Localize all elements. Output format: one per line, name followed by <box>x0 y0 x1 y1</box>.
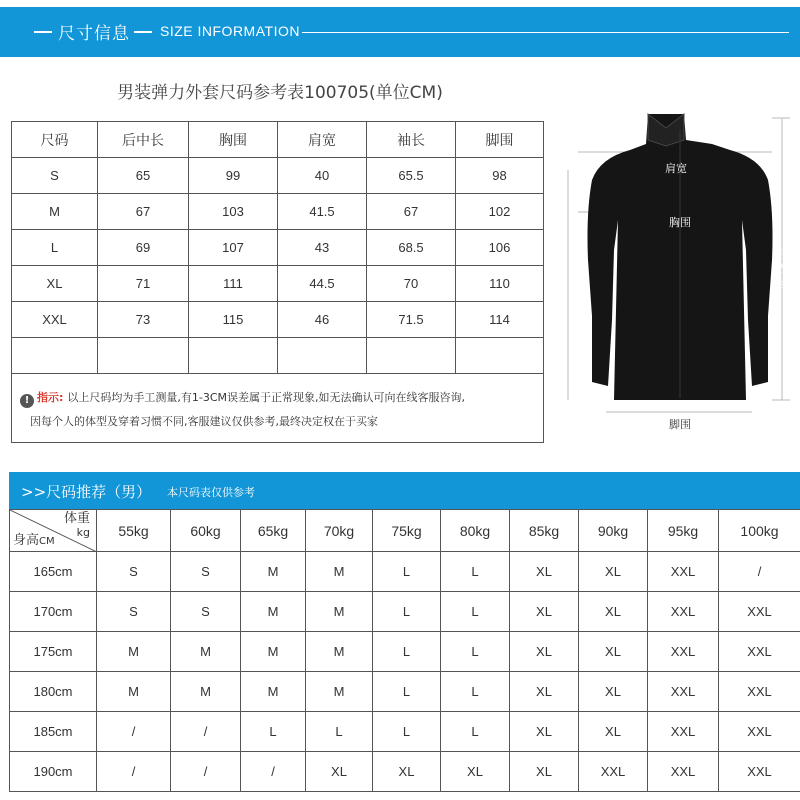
recommend-subtitle: 本尺码表仅供参考 <box>167 486 255 499</box>
tip-line-1: 以上尺码均为手工测量,有1-3CM误差属于正常现象,如无法确认可向在线客服咨询, <box>67 391 466 404</box>
jacket-measurement-diagram <box>560 100 790 440</box>
tip-row <box>12 374 544 443</box>
measurement-cell: 107 <box>189 230 278 266</box>
size-label-cell: XL <box>12 266 98 302</box>
table-row <box>12 158 544 194</box>
size-recommend-cell: XXL <box>648 672 719 712</box>
size-recommend-cell: / <box>241 752 306 792</box>
size-label-cell: M <box>12 194 98 230</box>
measurement-cell: 110 <box>456 266 544 302</box>
size-recommend-cell: XL <box>510 632 579 672</box>
size-recommend-cell: XL <box>579 632 648 672</box>
size-recommend-cell: S <box>97 552 171 592</box>
label-hem: 脚围 <box>669 418 691 431</box>
column-header: 胸围 <box>189 122 278 158</box>
tip-note <box>12 374 544 443</box>
size-recommend-cell: XXL <box>719 672 800 712</box>
measurement-cell: 69 <box>98 230 189 266</box>
height-cell: 180cm <box>10 672 97 712</box>
recommend-title: >>尺码推荐（男） <box>21 483 152 501</box>
size-recommend-cell: XXL <box>719 752 800 792</box>
size-recommend-cell: XL <box>579 552 648 592</box>
size-recommend-cell: S <box>97 592 171 632</box>
weight-axis-label: 体重 kg <box>63 511 90 539</box>
table-row <box>10 552 800 592</box>
height-cell: 185cm <box>10 712 97 752</box>
measurement-cell: 99 <box>189 158 278 194</box>
weight-header: 60kg <box>171 510 241 552</box>
info-icon: ! <box>20 394 34 408</box>
measurement-cell: 67 <box>367 194 456 230</box>
measurement-cell: 40 <box>278 158 367 194</box>
weight-header: 85kg <box>510 510 579 552</box>
label-chest: 胸围 <box>669 216 691 229</box>
height-cell: 165cm <box>10 552 97 592</box>
column-header: 袖长 <box>367 122 456 158</box>
measurement-cell: 71.5 <box>367 302 456 338</box>
size-recommend-cell: L <box>241 712 306 752</box>
measurement-cell: 67 <box>98 194 189 230</box>
size-recommend-cell: M <box>306 632 373 672</box>
measurement-cell: 102 <box>456 194 544 230</box>
weight-header: 80kg <box>441 510 510 552</box>
size-recommend-cell: S <box>171 592 241 632</box>
size-recommend-cell: XXL <box>648 752 719 792</box>
label-back-length-2: 衣 <box>776 263 788 276</box>
size-recommend-table <box>9 509 800 792</box>
size-recommend-cell: M <box>306 592 373 632</box>
size-recommend-cell: XL <box>510 672 579 712</box>
tip-line-2: 因每个人的体型及穿着习惯不同,客服建议仅供参考,最终决定权在于买家 <box>30 415 378 428</box>
size-recommend-cell: XL <box>510 752 579 792</box>
weight-header: 90kg <box>579 510 648 552</box>
size-recommend-cell: / <box>719 552 800 592</box>
label-shoulder: 肩宽 <box>665 162 687 175</box>
measurement-cell: 44.5 <box>278 266 367 302</box>
banner-dash-right <box>134 31 152 33</box>
column-header: 脚围 <box>456 122 544 158</box>
table-row <box>10 712 800 752</box>
size-recommend-cell: M <box>241 632 306 672</box>
table-corner-header <box>10 510 97 552</box>
column-header: 尺码 <box>12 122 98 158</box>
size-recommend-cell: / <box>171 712 241 752</box>
measurement-cell <box>456 338 544 374</box>
label-back-length-1: 后 <box>776 248 788 261</box>
label-sleeve-1: 袖 <box>572 262 584 275</box>
size-table-header-row <box>12 122 544 158</box>
size-recommend-cell: XXL <box>719 632 800 672</box>
height-cell: 190cm <box>10 752 97 792</box>
table-row <box>12 230 544 266</box>
table-row <box>10 632 800 672</box>
size-recommend-cell: XL <box>441 752 510 792</box>
size-recommend-cell: XXL <box>648 592 719 632</box>
size-recommend-cell: S <box>171 552 241 592</box>
size-label-cell: L <box>12 230 98 266</box>
size-recommend-cell: XXL <box>579 752 648 792</box>
size-recommend-cell: XL <box>373 752 441 792</box>
size-recommend-cell: L <box>306 712 373 752</box>
column-header: 后中长 <box>98 122 189 158</box>
height-cell: 170cm <box>10 592 97 632</box>
size-label-cell: XXL <box>12 302 98 338</box>
measurement-cell: 70 <box>367 266 456 302</box>
weight-header: 95kg <box>648 510 719 552</box>
banner-title-cn: 尺寸信息 <box>58 24 130 44</box>
table-row <box>12 194 544 230</box>
size-recommend-cell: M <box>306 552 373 592</box>
weight-header: 70kg <box>306 510 373 552</box>
measurement-cell <box>278 338 367 374</box>
size-recommend-cell: XL <box>510 552 579 592</box>
size-recommend-cell: L <box>441 712 510 752</box>
measurement-cell: 111 <box>189 266 278 302</box>
size-recommend-cell: L <box>373 672 441 712</box>
measurement-cell: 43 <box>278 230 367 266</box>
measurement-cell: 106 <box>456 230 544 266</box>
size-recommend-cell: / <box>171 752 241 792</box>
size-recommend-cell: L <box>373 712 441 752</box>
size-recommend-cell: L <box>441 632 510 672</box>
size-recommend-cell: M <box>171 672 241 712</box>
table-row <box>12 266 544 302</box>
size-recommend-cell: XXL <box>719 592 800 632</box>
weight-header: 75kg <box>373 510 441 552</box>
measurement-cell: 41.5 <box>278 194 367 230</box>
size-recommend-cell: L <box>373 552 441 592</box>
size-recommend-cell: L <box>441 592 510 632</box>
height-axis-label: 身高CM <box>13 533 55 548</box>
table-row <box>10 752 800 792</box>
size-recommend-cell: / <box>97 712 171 752</box>
weight-header: 55kg <box>97 510 171 552</box>
size-recommend-cell: M <box>306 672 373 712</box>
size-recommend-cell: XL <box>510 592 579 632</box>
column-header: 肩宽 <box>278 122 367 158</box>
size-recommend-cell: XL <box>579 592 648 632</box>
size-recommend-cell: XL <box>510 712 579 752</box>
measurement-cell: 115 <box>189 302 278 338</box>
table-row <box>12 338 544 374</box>
banner-title-en: SIZE INFORMATION <box>160 23 300 39</box>
banner-rule <box>302 32 789 33</box>
size-recommend-cell: L <box>441 672 510 712</box>
size-recommend-cell: XXL <box>648 552 719 592</box>
table-row <box>12 302 544 338</box>
height-cell: 175cm <box>10 632 97 672</box>
measurement-cell: 98 <box>456 158 544 194</box>
size-measurement-table <box>11 121 544 443</box>
section-banner-size-info <box>0 7 800 57</box>
size-recommend-cell: / <box>97 752 171 792</box>
size-recommend-cell: M <box>241 552 306 592</box>
size-recommend-cell: M <box>97 672 171 712</box>
table-row <box>10 592 800 632</box>
measurement-cell: 65 <box>98 158 189 194</box>
size-recommend-cell: L <box>441 552 510 592</box>
measurement-cell: 46 <box>278 302 367 338</box>
label-sleeve-2: 长 <box>572 277 584 290</box>
measurement-cell <box>98 338 189 374</box>
size-recommend-cell: L <box>373 592 441 632</box>
size-chart-title: 男装弹力外套尺码参考表100705(单位CM) <box>117 83 443 103</box>
size-recommend-cell: M <box>97 632 171 672</box>
measurement-cell: 114 <box>456 302 544 338</box>
size-recommend-cell: M <box>241 672 306 712</box>
measurement-cell: 68.5 <box>367 230 456 266</box>
measurement-cell <box>189 338 278 374</box>
size-recommend-cell: XL <box>579 712 648 752</box>
measurement-cell: 65.5 <box>367 158 456 194</box>
weight-header: 100kg <box>719 510 800 552</box>
size-recommend-cell: M <box>171 632 241 672</box>
size-recommend-cell: M <box>241 592 306 632</box>
measurement-cell <box>367 338 456 374</box>
size-recommend-cell: XXL <box>719 712 800 752</box>
size-recommend-cell: XXL <box>648 632 719 672</box>
weight-header: 65kg <box>241 510 306 552</box>
size-recommend-cell: XL <box>579 672 648 712</box>
size-recommend-cell: L <box>373 632 441 672</box>
measurement-cell: 73 <box>98 302 189 338</box>
measurement-cell: 71 <box>98 266 189 302</box>
tip-label: 指示: <box>37 391 64 404</box>
table-row <box>10 672 800 712</box>
banner-dash-left <box>34 31 52 33</box>
label-back-length-3: 长 <box>776 278 788 291</box>
size-recommend-cell: XL <box>306 752 373 792</box>
size-label-cell <box>12 338 98 374</box>
measurement-cell: 103 <box>189 194 278 230</box>
size-label-cell: S <box>12 158 98 194</box>
size-recommend-bar <box>9 472 800 509</box>
size-recommend-cell: XXL <box>648 712 719 752</box>
